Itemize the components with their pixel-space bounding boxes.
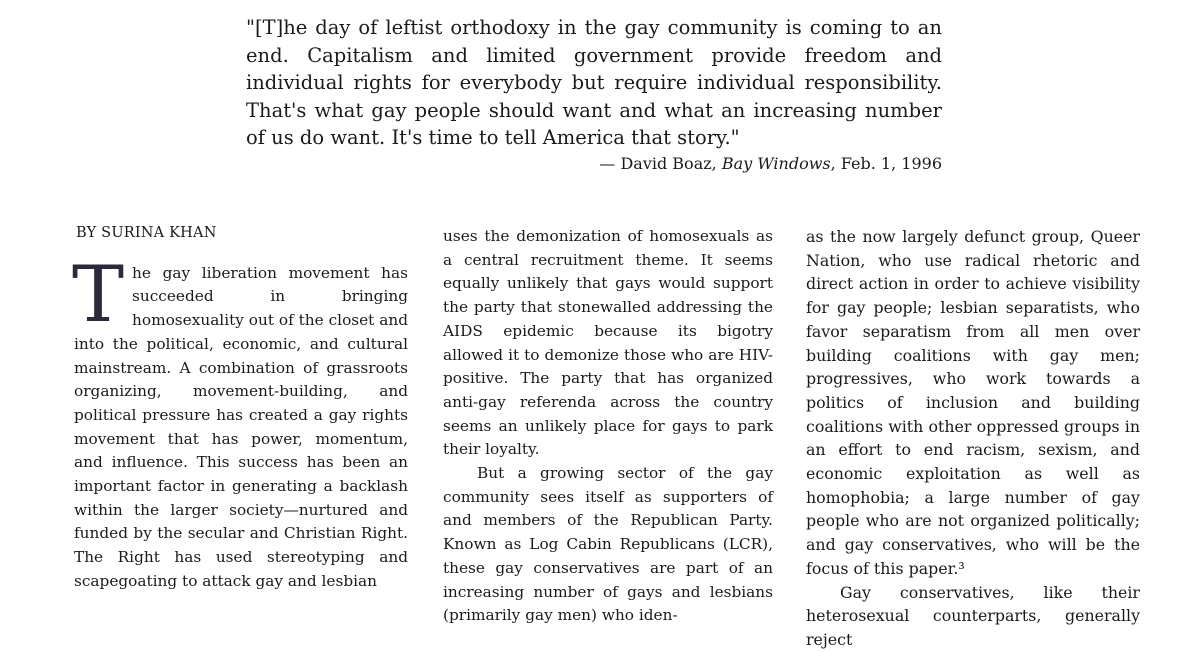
attribution-author: — David Boaz, xyxy=(599,153,717,173)
article-paragraph-3: But a growing sector of the gay community sees itself as supporters of and members of the Republican Party. Known as Log Cabin Republicans (LCR), these gay conservatives are part of an increasing number of gays and lesbians (primarily gay men) who iden- xyxy=(443,464,773,625)
attribution-source: Bay Windows xyxy=(721,153,831,173)
article-column-3 xyxy=(806,225,1140,652)
article-paragraph-1 xyxy=(72,249,408,594)
epigraph-attribution xyxy=(246,152,942,176)
article-paragraph-1-text: he gay liberation movement has succeeded in bringing homosexuality out of the closet and into the political, economic, and cultural mainstream. A combination of grassroots organizing, movement-building, and political pressure has created a gay rights movement that has power, momentum, and influence. This success has been an important factor in generating a backlash within the larger society—nurtured and funded by the secular and Christian Right. The Right has used stereotyping and scapegoating to attack gay and lesbian xyxy=(74,263,408,590)
attribution-date: , Feb. 1, 1996 xyxy=(830,153,942,173)
article-paragraph-4: as the now largely defunct group, Queer Nation, who use radical rhetoric and direct action in order to achieve visibility for gay people; lesbian separatists, who favor separatism from all men over building coalitions with gay men; progressives, who work towards a politics of inclusion and building coalitions with other oppressed groups in an effort to end racism, sexism, and economic exploitation as well as homophobia; a large number of gay people who are not organized politically; and gay conservatives, who will be the focus of this paper.³ xyxy=(806,227,1140,578)
article-column-1 xyxy=(74,222,408,594)
byline: BY SURINA KHAN xyxy=(76,225,217,241)
epigraph-quote xyxy=(246,14,942,176)
article-paragraph-5: Gay conservatives, like their heterosexual counterparts, generally reject xyxy=(806,582,1140,649)
article-column-2 xyxy=(443,225,773,628)
drop-cap: T xyxy=(72,249,125,340)
article-paragraph-2: uses the demonization of homosexuals as a central recruitment theme. It seems equally unlikely that gays would support the party that stonewalled addressing the AIDS epidemic because its bigotry allowed it to demonize those who are HIV-positive. The party that has organized anti-gay referenda across the country seems an unlikely place for gays to park their loyalty. xyxy=(443,227,773,459)
epigraph-text: "[T]he day of leftist orthodoxy in the gay community is coming to an end. Capitalism and limited government provide freedom and individual rights for everybody but require individual responsibility. That's what gay people should want and what an increasing number of us do want. It's time to tell America that story." xyxy=(246,16,942,150)
